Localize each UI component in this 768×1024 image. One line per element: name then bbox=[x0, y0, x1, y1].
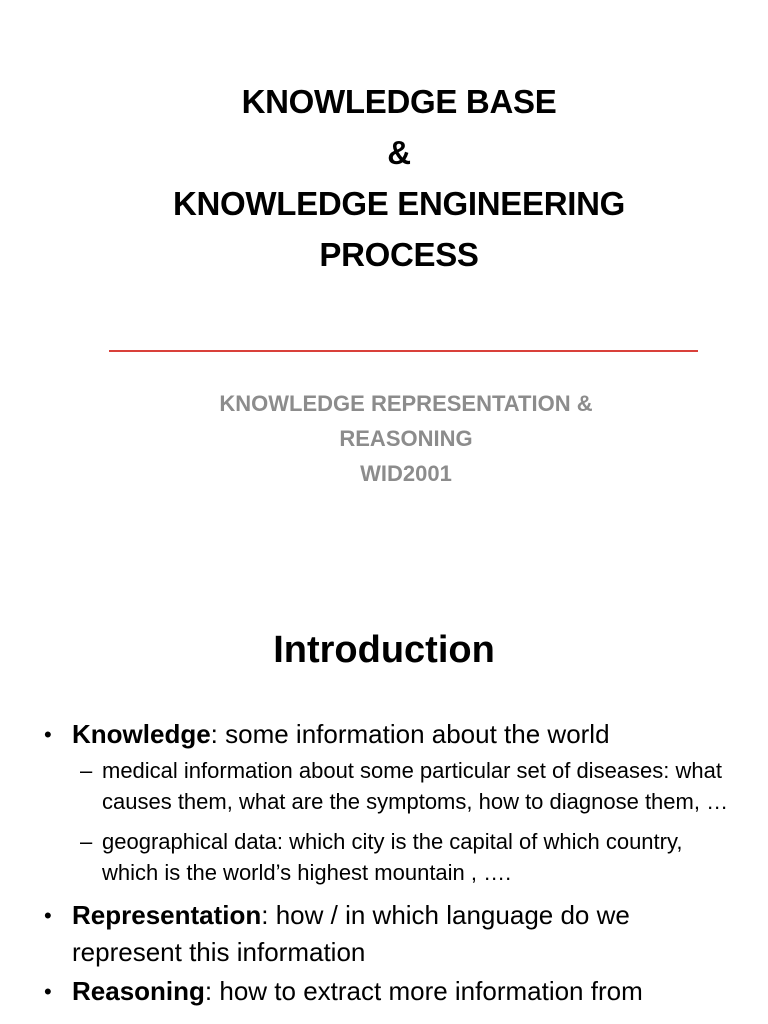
section-heading: Introduction bbox=[273, 629, 495, 671]
bullet-term: Reasoning bbox=[72, 976, 205, 1006]
sub-item-medical bbox=[72, 755, 740, 817]
bullet-term: Representation bbox=[72, 900, 262, 930]
title-line-2: & bbox=[387, 134, 411, 171]
sub-list bbox=[72, 755, 740, 888]
title-line-4: PROCESS bbox=[319, 236, 479, 273]
bullet-dot-icon: • bbox=[44, 722, 52, 747]
bullet-dot-icon: • bbox=[44, 979, 52, 1004]
bullet-dot-icon: • bbox=[44, 903, 52, 928]
bullet-reasoning bbox=[40, 973, 740, 1010]
title-line-3: KNOWLEDGE ENGINEERING bbox=[172, 185, 626, 222]
subtitle-line-2: REASONING bbox=[339, 426, 473, 451]
bullet-term: Knowledge bbox=[72, 719, 211, 749]
course-code: WID2001 bbox=[360, 461, 452, 486]
bullet-representation bbox=[40, 897, 740, 971]
sub-item-text: geographical data: which city is the capital of which country, which is the world’s highest mountain , …. bbox=[102, 829, 683, 885]
bullet-text: : how / in which language do we represent this information bbox=[72, 900, 630, 967]
sub-item-text: medical information about some particular set of diseases: what causes them, what are the symptoms, how to diagnose them, … bbox=[102, 758, 729, 814]
title-divider bbox=[109, 350, 698, 352]
dash-icon: – bbox=[80, 829, 93, 854]
course-subtitle bbox=[0, 386, 768, 491]
sub-item-geographical bbox=[72, 826, 740, 888]
page-title bbox=[0, 76, 768, 280]
dash-icon: – bbox=[80, 758, 93, 783]
bullet-text: : how to extract more information from bbox=[204, 976, 643, 1006]
title-line-1: KNOWLEDGE BASE bbox=[241, 83, 557, 120]
bullet-knowledge bbox=[40, 716, 740, 888]
subtitle-line-1: KNOWLEDGE REPRESENTATION & bbox=[219, 391, 593, 416]
bullet-list bbox=[40, 716, 740, 1012]
bullet-text: : some information about the world bbox=[210, 719, 610, 749]
